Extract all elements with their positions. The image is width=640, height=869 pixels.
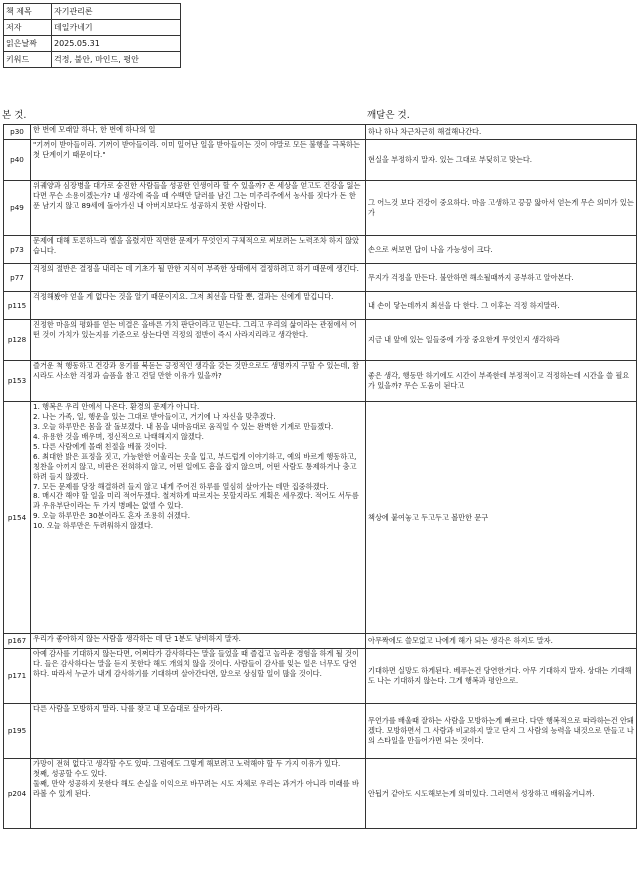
seen-text: 문제에 대해 토론하느라 옐을 올렸지만 직면한 문제가 무엇인지 구체적으로 써보려는 노력조차 하지 않았습니다.	[31, 236, 366, 264]
realized-text: 그 어느것 보다 건강이 중요하다. 마음 고생하고 끙끙 앓아서 얻는게 무슨 의미가 있는가	[366, 181, 637, 236]
realized-text: 책상에 붙여놓고 두고두고 볼만한 문구	[366, 402, 637, 634]
page-number: p171	[4, 649, 31, 704]
note-row	[4, 704, 637, 759]
seen-text: 다른 사람을 모방하지 말라. 나를 찾고 내 모습대로 살아가라.	[31, 704, 366, 759]
note-row	[4, 634, 637, 649]
book-info-row	[4, 20, 181, 36]
info-value: 데일카네기	[52, 20, 181, 36]
seen-text: 위궤양과 심장병을 대가로 숭진한 사람들을 성공한 인생이라 할 수 있을까? 온 세상을 얻고도 건강을 잃는다면 무슨 소용이겠는가? 내 생각에 죽을 때 수백만 달러를 남긴 그는 미주리주에서 농사를 짓다가 돈 한 푼 남기지 않고 89세에 돌아가신 내 아버지보다도 성공하지 못한 사람이다.	[31, 181, 366, 236]
seen-text: 즐거운 척 행동하고 건강과 용기를 북돋는 긍정적인 생각을 갖는 것만으로도 생명까지 구할 수 있는데, 참시라도 사소한 걱정과 슬픔을 참고 견딜 만한 이유가 있을까?	[31, 361, 366, 402]
info-label: 책 제목	[4, 4, 52, 20]
section-heading-realized: 깨달은 것.	[367, 110, 410, 121]
info-label: 키워드	[4, 52, 52, 68]
realized-text: 지금 내 앞에 있는 일들중에 가장 중요한게 무엇인지 생각하라	[366, 320, 637, 361]
page-number: p77	[4, 264, 31, 292]
seen-text: 1. 행복은 우리 안에서 나온다. 환경의 문제가 아니다. 2. 나는 가족, 일, 행운을 있는 그대로 받아들이고, 거기에 나 자신을 맞추겠다. 3. 오늘 하루만은 몸을 잘 돌보겠다. 내 몸을 내마음대로 움직일 수 있는 완벽한 기계로 만들겠다. 4. 유용한 것을 배우며, 정신적으로 나태해지지 않겠다. 5. 다른 사람에게 몰래 친절을 베풀 것이다. 6. 최대한 밝은 표정을 짓고, 가능한한 어울리는 옷을 입고, 부드럽게 이야기하고, 예의 바르게 행동하고, 칭찬을 아끼지 않고, 비판은 전혀하지 않고, 어떤 일에도 흠을 잡지 않으며, 어떤 사람도 통제하거나 충고하려 들지 않겠다. 7. 모든 문제를 당장 해결하려 들지 않고 내게 주어진 하루를 열심히 살아가는 데만 집중하겠다. 8. 매시간 해야 할 일을 미리 적어두겠다. 철저하게 따르지는 못할지라도 계획은 세우겠다. 적어도 서두름과 우유부단이라는 두 가지 병폐는 없앨 수 있다. 9. 오늘 하루만은 30분이라도 혼자 조용히 쉬겠다. 10. 오늘 하루만은 두려워하지 않겠다.	[31, 402, 366, 634]
page-number: p153	[4, 361, 31, 402]
page-number: p115	[4, 292, 31, 320]
note-row	[4, 649, 637, 704]
seen-text: 진정한 마음의 평화를 얻는 비결은 올바른 가치 판단이라고 믿는다. 그리고 우리의 삶이라는 관점에서 어떤 것이 가치가 있는지를 기준으로 삼는다면 걱정의 절반이 즉시 사라지리라고 생각한다.	[31, 320, 366, 361]
realized-text: 현실을 부정하지 말자. 있는 그대로 부딪히고 맞는다.	[366, 140, 637, 181]
seen-text: 걱정의 절반은 결정을 내리는 데 기초가 될 만한 지식이 부족한 상태에서 결정하려고 하기 때문에 생긴다.	[31, 264, 366, 292]
seen-text: 걱정해봤야 얻을 게 없다는 것을 알기 때문이지요. 그저 최선을 다할 뿐, 결과는 신에게 맡깁니다.	[31, 292, 366, 320]
page-number: p128	[4, 320, 31, 361]
note-row	[4, 125, 637, 140]
info-label: 저자	[4, 20, 52, 36]
note-row	[4, 140, 637, 181]
info-value: 2025.05.31	[52, 36, 181, 52]
page-number: p73	[4, 236, 31, 264]
note-row	[4, 236, 637, 264]
info-value: 자기관리론	[52, 4, 181, 20]
seen-text: 아예 감사를 기대하지 않는다면, 어쩌다가 감사하다는 말을 들었을 때 즐겁고 놀라운 경험을 하게 될 것이다. 들은 감사하다는 말을 듣지 못한다 해도 개의치 않을 것이다. 사람들이 감사를 잊는 일은 너무도 당연하다. 따라서 누군가 내게 감사하기를 기대하며 살아간다면, 앞으로 상심할 일이 많을 것이다.	[31, 649, 366, 704]
book-info-row	[4, 36, 181, 52]
realized-text: 내 손이 닿는데까지 최선을 다 한다. 그 이후는 걱정 하지말라.	[366, 292, 637, 320]
info-value: 걱정, 불안, 마인드, 평안	[52, 52, 181, 68]
reading-notes-table	[3, 124, 637, 829]
note-row	[4, 320, 637, 361]
page-number: p167	[4, 634, 31, 649]
note-row	[4, 181, 637, 236]
seen-text: 가망이 전혀 없다고 생각할 수도 있따. 그럼에도 그렇게 해보려고 노력해야 할 두 가지 이유가 있다. 첫째, 성공할 수도 있다. 둘째, 만약 성공하지 못한다 해도 손실을 이익으로 바꾸려는 시도 자체로 우리는 과거가 아니라 미래를 바라볼 수 있게 된다.	[31, 759, 366, 829]
note-row	[4, 264, 637, 292]
realized-text: 손으로 써보면 답이 나올 가능성이 크다.	[366, 236, 637, 264]
realized-text: 안됩거 같아도 시도해보는게 의미있다. 그러면서 성장하고 배워올거니까.	[366, 759, 637, 829]
realized-text: 아무짝에도 쓸모없고 나에게 해가 되는 생각은 하지도 말자.	[366, 634, 637, 649]
realized-text: 무지가 걱정을 만든다. 불안하면 해소될때까지 공부하고 알아본다.	[366, 264, 637, 292]
page-number: p154	[4, 402, 31, 634]
page-number: p30	[4, 125, 31, 140]
note-row	[4, 361, 637, 402]
realized-text: 기대하면 실망도 하게된다. 베푸는건 당연한거다. 아무 기대하지 말자. 상대는 기대해도 나는 기대하지 않는다. 그게 행복과 평안으로.	[366, 649, 637, 704]
section-heading-seen: 본 것.	[2, 110, 27, 121]
note-row	[4, 759, 637, 829]
book-info-row	[4, 52, 181, 68]
book-info-row	[4, 4, 181, 20]
page-number: p40	[4, 140, 31, 181]
note-row	[4, 402, 637, 634]
note-row	[4, 292, 637, 320]
seen-text: 한 번에 모래알 하나, 한 번에 하나의 일	[31, 125, 366, 140]
realized-text: 무언가를 배울때 잘하는 사람을 모방하는게 빠르다. 다만 행복적으로 따라하는건 안돼겠다. 모방하면서 그 사람과 비교하지 말고 단지 그 사람의 능력을 내것으로 만들고 나의 스타일을 만들어가면 되는 것이다.	[366, 704, 637, 759]
page-number: p49	[4, 181, 31, 236]
seen-text: 우리가 좋아하지 않는 사람을 생각하는 데 단 1분도 낭비하지 말자.	[31, 634, 366, 649]
book-info-table	[3, 3, 181, 68]
seen-text: "기꺼이 받아들이라. 기꺼이 받아들이라. 이미 일어난 일을 받아들이는 것이 야말로 모든 불행을 극복하는 첫 단계이기 때문이다."	[31, 140, 366, 181]
info-label: 읽은날짜	[4, 36, 52, 52]
page-number: p195	[4, 704, 31, 759]
realized-text: 좋은 생각, 행동만 하기에도 시간이 부족한데 부정적이고 걱정하는데 시간을 쓸 필요가 있을까? 무슨 도움이 된다고	[366, 361, 637, 402]
realized-text: 하나 하나 차근차근히 해결해나간다.	[366, 125, 637, 140]
page-number: p204	[4, 759, 31, 829]
